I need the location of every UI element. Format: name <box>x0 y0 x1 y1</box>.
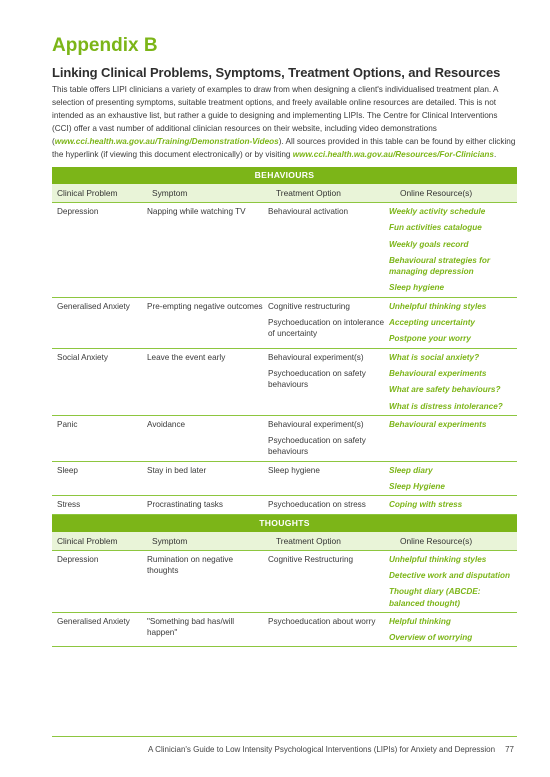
table-row <box>52 551 517 613</box>
intro-text-2: ). All sources provided in this table can be found by either clicking the hyperlink (if viewing this document electronically) or by visiting <box>52 137 516 159</box>
clinical-problem: Social Anxiety <box>57 352 108 362</box>
treatment-cell <box>265 616 386 644</box>
table-row <box>52 349 517 416</box>
column-header: Treatment Option <box>276 535 341 546</box>
symptom: Napping while watching TV <box>147 207 246 216</box>
resources-cell <box>386 352 517 412</box>
table-row <box>52 462 517 497</box>
symptom-cell <box>144 352 265 412</box>
section-band: BEHAVIOURS <box>52 167 517 184</box>
clinical-problem-cell <box>52 499 144 510</box>
column-header: Online Resource(s) <box>400 535 473 546</box>
table-row <box>52 613 517 648</box>
symptom: "Something bad has/will happen" <box>147 616 235 638</box>
column-header: Symptom <box>152 188 188 198</box>
symptom-cell <box>144 419 265 458</box>
treatment-option: Behavioural experiment(s) <box>268 419 364 429</box>
clinical-problem-cell <box>52 301 144 345</box>
symptom: Rumination on negative thoughts <box>147 554 234 575</box>
resource-link[interactable]: Behavioural experiments <box>389 368 487 378</box>
intro-text-1: This table offers LIPI clinicians a variety of examples to draw from when designing a client's individualised treatment plan. A selection of presenting symptoms, suitable treatment options, and freely available online resources are detailed. This is not intended as an exhaustive list, but rather a guide to designing and implementing LIPIs. The Centre for Clinical Interventions (CCI) offer a vast number of additional clinician resources on their website, including video demonstrations ( <box>52 85 499 146</box>
resource-link[interactable]: Sleep diary <box>389 465 433 475</box>
resource-link[interactable]: What is distress intolerance? <box>389 401 503 411</box>
treatment-cell <box>265 206 386 294</box>
resources-cell <box>386 465 517 493</box>
clinical-problem: Generalised Anxiety <box>57 301 130 311</box>
resource-link[interactable]: Weekly goals record <box>389 239 469 249</box>
treatment-option: Behavioural experiment(s) <box>268 352 364 362</box>
treatment-cell <box>265 301 386 345</box>
resource-link[interactable]: Thought diary (ABCDE: balanced thought) <box>389 587 481 608</box>
page-footer <box>148 745 514 754</box>
column-header: Clinical Problem <box>57 535 118 546</box>
treatment-option: Psychoeducation about worry <box>268 616 376 626</box>
clinical-problem: Depression <box>57 207 99 216</box>
resources-cell <box>386 499 517 510</box>
resource-table <box>52 167 517 647</box>
treatment-option: Cognitive Restructuring <box>268 554 354 564</box>
treatment-cell <box>265 419 386 458</box>
clinical-problem-cell <box>52 419 144 458</box>
intro-paragraph <box>52 83 517 161</box>
symptom-cell <box>144 499 265 510</box>
treatment-option: Psychoeducation on stress <box>268 500 366 510</box>
resource-link[interactable]: Weekly activity schedule <box>389 207 486 216</box>
clinical-problem-cell <box>52 465 144 493</box>
clinical-problem-cell <box>52 616 144 644</box>
resources-cell <box>386 554 517 609</box>
column-header: Clinical Problem <box>57 188 118 198</box>
treatment-cell <box>265 499 386 510</box>
footer-divider <box>52 736 517 737</box>
symptom: Pre-empting negative outcomes <box>147 301 263 311</box>
footer-title: A Clinician's Guide to Low Intensity Psychological Interventions (LIPIs) for Anxiety and Depression <box>148 745 496 754</box>
treatment-cell <box>265 352 386 412</box>
page-title: Appendix B <box>52 35 158 56</box>
resource-link[interactable]: Detective work and disputation <box>389 570 511 580</box>
resources-cell <box>386 206 517 294</box>
table-section <box>52 515 517 648</box>
clinical-problem: Sleep <box>57 465 78 475</box>
treatment-option: Psychoeducation on intolerance of uncertainty <box>268 318 385 339</box>
clinical-problem-cell <box>52 554 144 609</box>
treatment-option: Psychoeducation on safety behaviours <box>268 368 366 390</box>
treatment-option: Behavioural activation <box>268 207 349 216</box>
symptom-cell <box>144 554 265 609</box>
demonstration-videos-link[interactable]: www.cci.health.wa.gov.au/Training/Demonstration-Videos <box>54 137 279 146</box>
clinical-problem: Depression <box>57 554 99 564</box>
resource-link[interactable]: Unhelpful thinking styles <box>389 301 487 311</box>
resource-link[interactable]: Sleep Hygiene <box>389 482 445 492</box>
section-band: THOUGHTS <box>52 515 517 532</box>
treatment-option: Cognitive restructuring <box>268 301 350 311</box>
treatment-option: Sleep hygiene <box>268 465 320 475</box>
table-row <box>52 416 517 462</box>
column-header: Treatment Option <box>276 188 341 198</box>
column-header-row <box>52 184 517 203</box>
resource-link[interactable]: Postpone your worry <box>389 334 471 344</box>
symptom: Procrastinating tasks <box>147 500 223 510</box>
symptom: Leave the event early <box>147 352 226 362</box>
section-subtitle: Linking Clinical Problems, Symptoms, Treatment Options, and Resources <box>52 65 501 80</box>
table-section <box>52 167 517 515</box>
symptom-cell <box>144 465 265 493</box>
resource-link[interactable]: Sleep hygiene <box>389 283 445 293</box>
table-row <box>52 496 517 514</box>
resources-cell <box>386 301 517 345</box>
resource-link[interactable]: Accepting uncertainty <box>389 318 475 328</box>
resource-link[interactable]: Overview of worrying <box>389 633 473 643</box>
clinical-problem-cell <box>52 352 144 412</box>
for-clinicians-link[interactable]: www.cci.health.wa.gov.au/Resources/For-Clinicians <box>292 150 494 159</box>
clinical-problem: Generalised Anxiety <box>57 616 130 626</box>
resource-link[interactable]: What are safety behaviours? <box>389 385 501 395</box>
page-number: 77 <box>505 745 514 754</box>
clinical-problem: Panic <box>57 419 78 429</box>
resource-link[interactable]: What is social anxiety? <box>389 352 480 362</box>
symptom-cell <box>144 206 265 294</box>
resource-link[interactable]: Fun activities catalogue <box>389 223 482 233</box>
resources-cell <box>386 419 517 458</box>
treatment-option: Psychoeducation on safety behaviours <box>268 436 366 457</box>
column-header: Online Resource(s) <box>400 188 473 198</box>
clinical-problem-cell <box>52 206 144 294</box>
page-body <box>52 36 517 647</box>
resource-link[interactable]: Behavioural strategies for managing depression <box>389 255 491 277</box>
symptom-cell <box>144 301 265 345</box>
clinical-problem: Stress <box>57 500 81 510</box>
column-header: Symptom <box>152 535 188 546</box>
treatment-cell <box>265 554 386 609</box>
resource-link[interactable]: Coping with stress <box>389 500 463 510</box>
resource-link[interactable]: Unhelpful thinking styles <box>389 554 487 564</box>
resources-cell <box>386 616 517 644</box>
table-row <box>52 203 517 298</box>
resource-link[interactable]: Helpful thinking <box>389 616 451 626</box>
symptom: Stay in bed later <box>147 465 207 475</box>
resource-link[interactable]: Behavioural experiments <box>389 419 487 429</box>
intro-text-3: . <box>494 150 497 159</box>
table-row <box>52 298 517 349</box>
column-header-row <box>52 532 517 551</box>
symptom: Avoidance <box>147 419 186 429</box>
symptom-cell <box>144 616 265 644</box>
treatment-cell <box>265 465 386 493</box>
